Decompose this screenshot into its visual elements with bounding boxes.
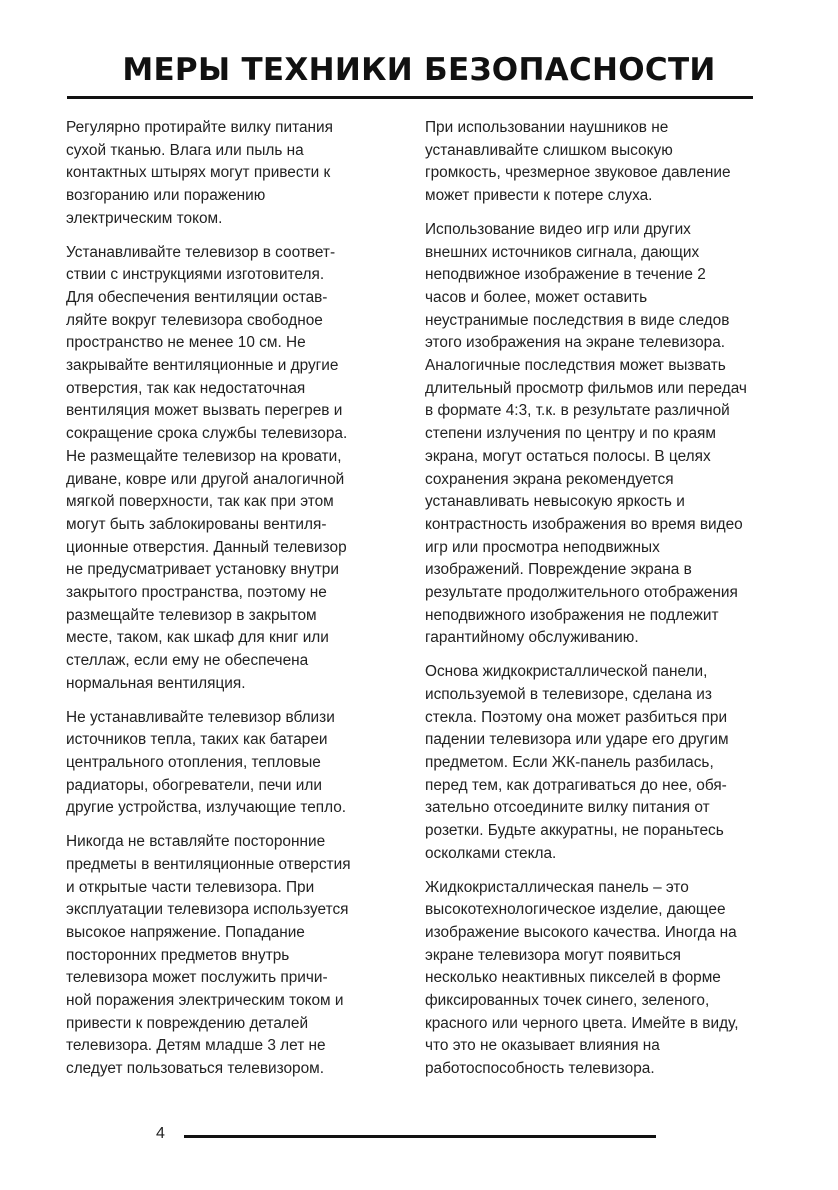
paragraph-dead-pixels: Жидкокристаллическая панель – это высокотехнологическое изделие, дающее изображение высокого качества. Иногда на экране телевизора могут появиться несколько неактивных пикселей в форме фиксированных точек синего, зеленого, красного или черного цвета. Имейте в виду, что это не оказывает влияния на работоспособность телевизора. xyxy=(425,878,739,1078)
paragraph-foreign-objects: Никогда не вставляйте посторонние предметы в вентиляционные отверстия и открытые части телевизора. При эксплуатации телевизора используется высокое напряжение. Попадание посторонних предметов внутрь телевизора может послужить причи- ной поражения электрическим током и привести к повреждению деталей телевизора. Детям младше 3 лет не следует пользоваться телевизором. xyxy=(66,833,351,1078)
paragraph-glass-panel: Основа жидкокристаллической панели, используемой в телевизоре, сделана из стекла. Поэтому она может разбиться при падении телевизора или ударе его другим предметом. Если ЖК-панель разбилась, перед тем, как дотрагиваться до нее, обя- зательно отсоедините вилку питания от розетки. Будьте аккуратны, не пораньтесь осколками стекла. xyxy=(425,663,729,862)
paragraph-heat-sources: Не устанавливайте телевизор вблизи источников тепла, таких как батареи центрального отопления, тепловые радиаторы, обогреватели, печи или другие устройства, излучающие тепло. xyxy=(66,708,347,817)
page-number: 4 xyxy=(156,1125,165,1142)
right-column xyxy=(425,117,777,1081)
paragraph-headphones: При использовании наушников не устанавливайте слишком высокую громкость, чрезмерное звуковое давление может привести к потере слуха. xyxy=(425,119,731,205)
paragraph-ventilation: Устанавливайте телевизор в соответ- ствии с инструкциями изготовителя. Для обеспечения вентиляции остав- ляйте вокруг телевизора свободное пространство не менее 10 см. Не закрывайте вентиляционные и другие отверстия, так как недостаточная вентиляция может вызвать перегрев и сокращение срока службы телевизора. Не размещайте телевизор на кровати, диване, ковре или другой аналогичной мягкой поверхности, так как при этом могут быть заблокированы вентиля- ционные отверстия. Данный телевизор не предусматривает установку внутри закрытого пространства, поэтому не размещайте телевизор в закрытом месте, таком, как шкаф для книг или стеллаж, если ему не обеспечена нормальная вентиляция. xyxy=(66,243,348,692)
footer-rule xyxy=(184,1135,656,1138)
paragraph-static-image: Использование видео игр или других внешних источников сигнала, дающих неподвижное изображение в течение 2 часов и более, может оставить неустранимые последствия в виде следов этого изображения на экране телевизора. Аналогичные последствия может вызвать длительный просмотр фильмов или передач в формате 4:3, т.к. в результате различной степени излучения по центру и по краям экрана, могут остаться полосы. В целях сохранения экрана рекомендуется устанавливать невысокую яркость и контрастность изображения во время видео игр или просмотра неподвижных изображений. Повреждение экрана в результате продолжительного отображения неподвижного изображения не подлежит гарантийному обслуживанию. xyxy=(425,220,747,647)
title-underline xyxy=(67,96,753,99)
page-title: МЕРЫ ТЕХНИКИ БЕЗОПАСНОСТИ xyxy=(122,52,716,88)
left-column xyxy=(66,117,378,1081)
paragraph-plug-cleaning: Регулярно протирайте вилку питания сухой тканью. Влага или пыль на контактных штырях могут привести к возгоранию или поражению электрическим током. xyxy=(66,119,333,227)
